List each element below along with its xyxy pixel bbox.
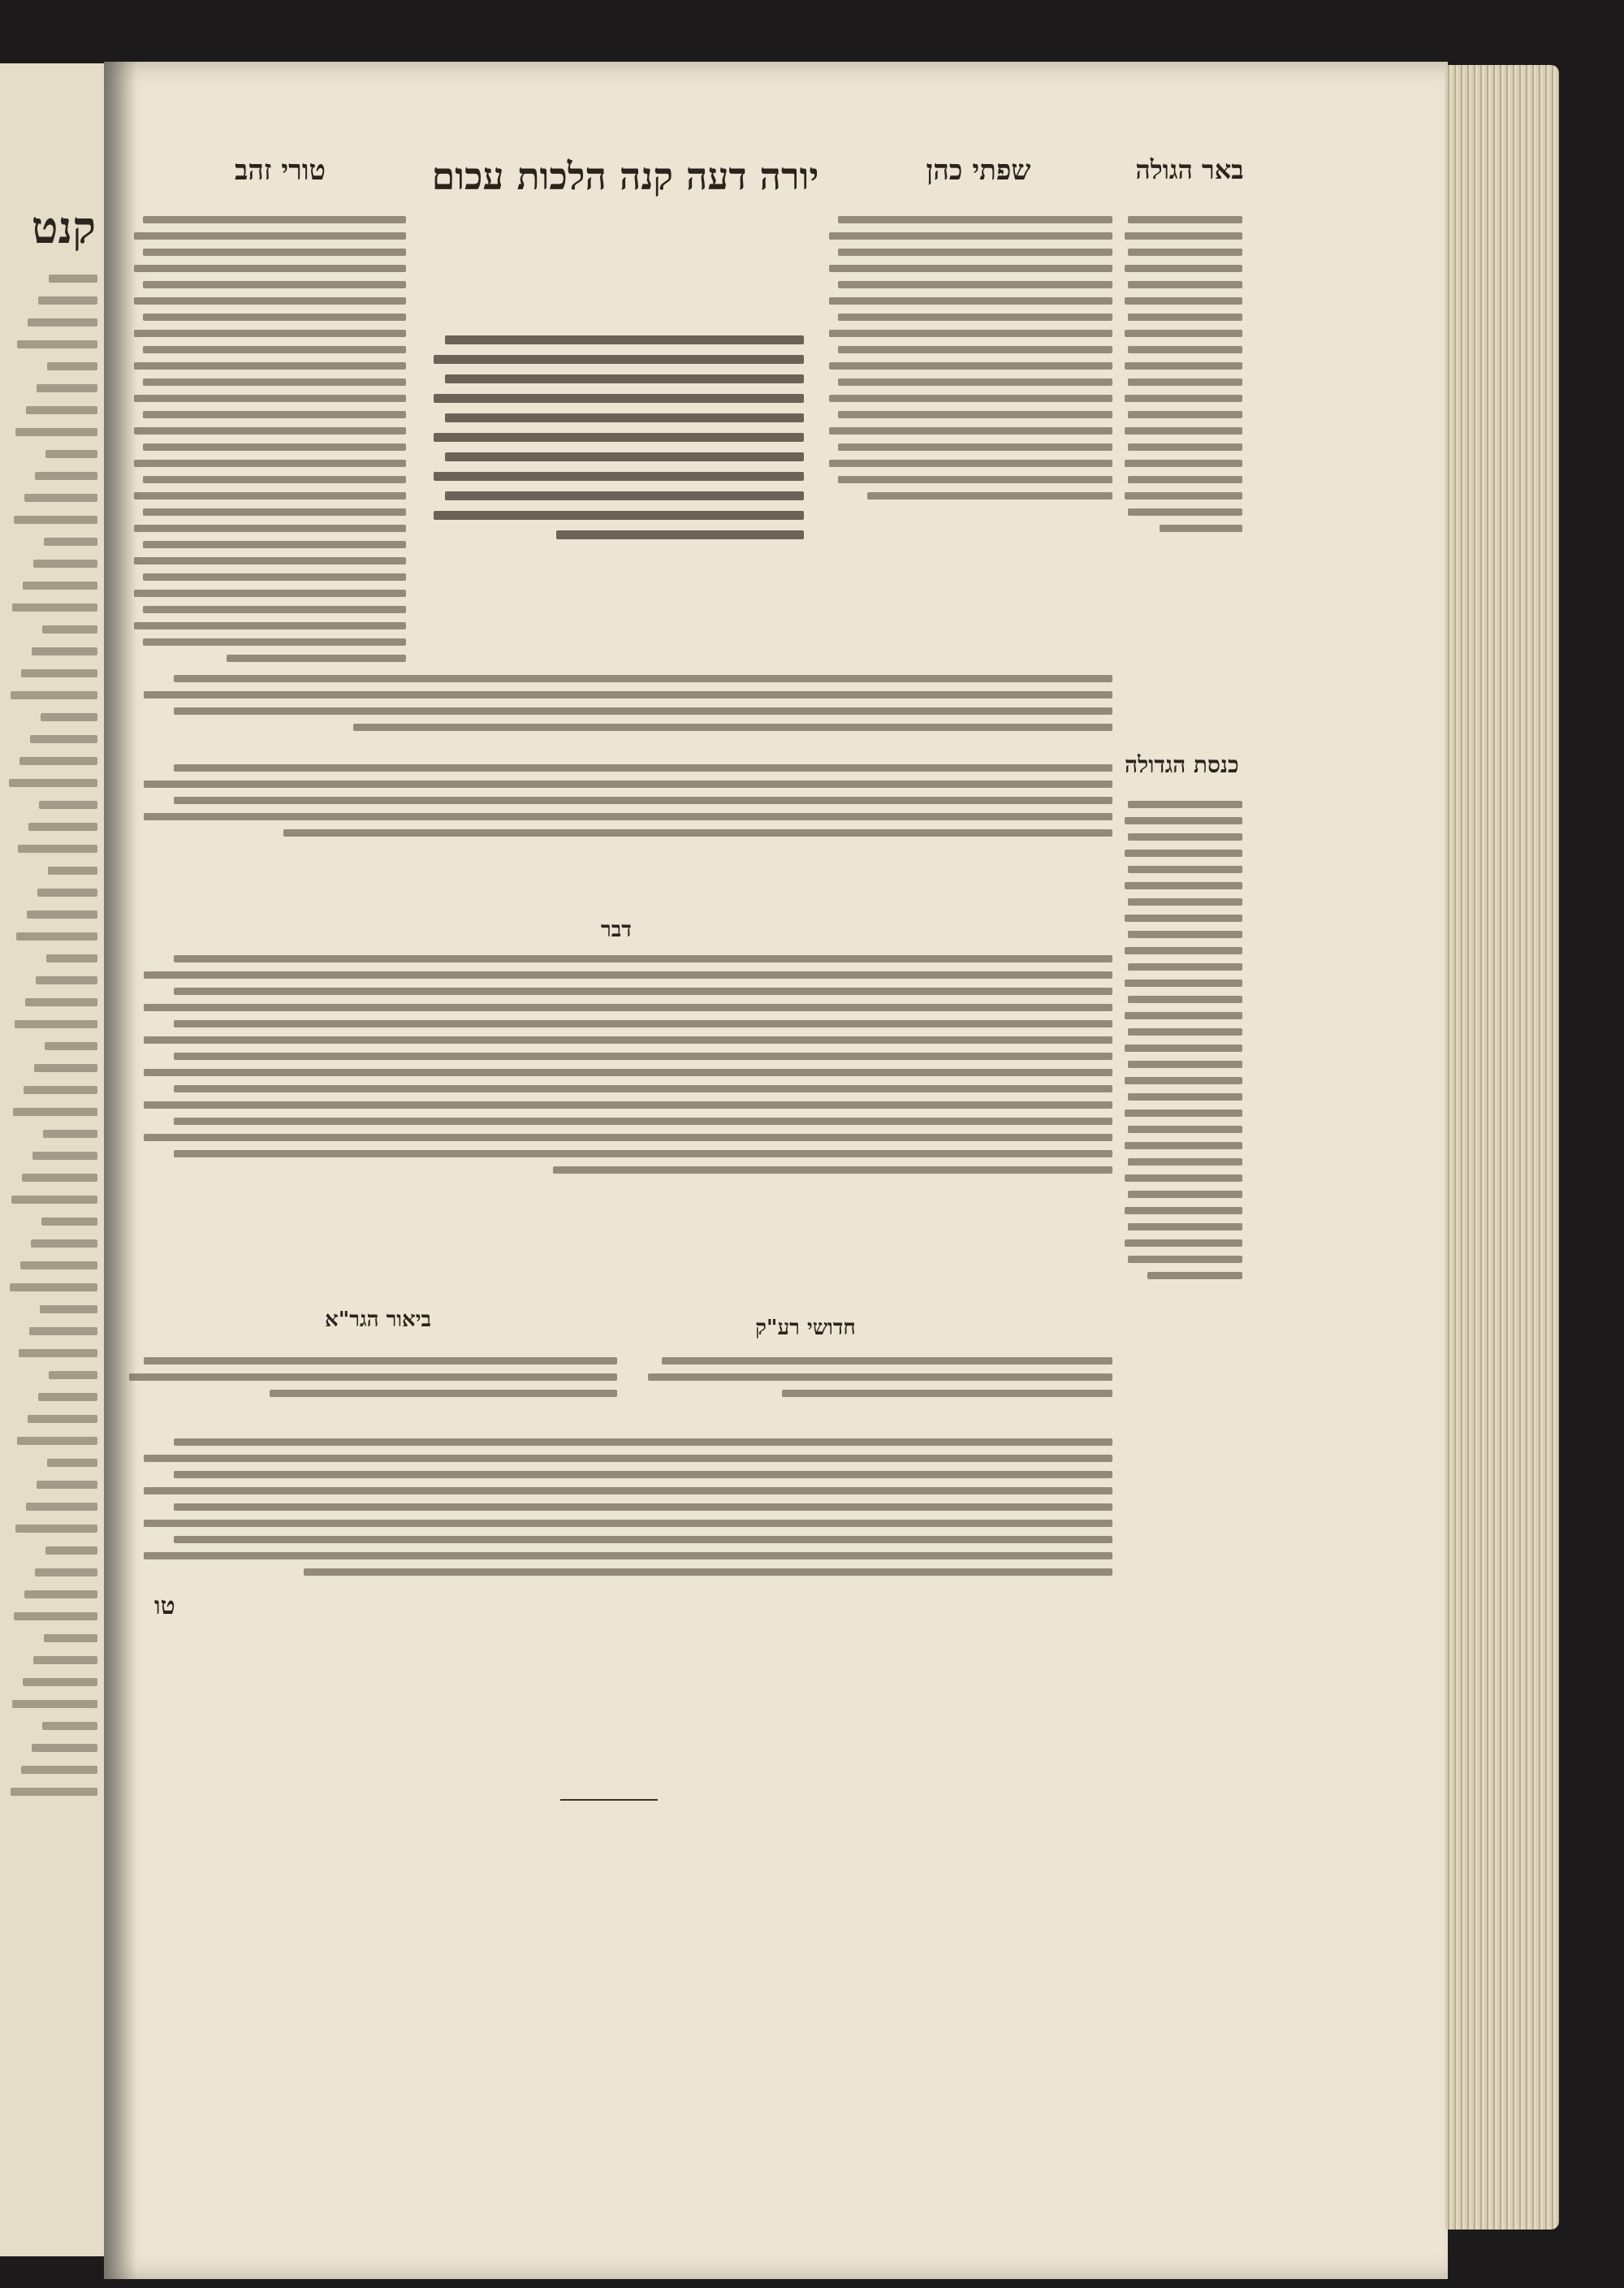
text-line <box>1128 1223 1242 1231</box>
text-line <box>1125 427 1243 435</box>
facing-page-text-line <box>32 1152 97 1160</box>
main-text-label: דבר <box>601 918 632 942</box>
text-line <box>1128 411 1242 418</box>
text-line <box>556 530 805 539</box>
text-line <box>144 971 1112 979</box>
facing-page-text-line <box>45 450 97 458</box>
facing-page-text-line <box>21 669 97 677</box>
facing-page-text-line <box>36 976 97 984</box>
facing-page-text-line <box>22 1174 97 1182</box>
facing-page-text-line <box>28 318 97 327</box>
facing-page-text-line <box>18 845 97 853</box>
text-line <box>1125 492 1243 500</box>
text-line <box>1128 1191 1242 1198</box>
text-line <box>283 829 1112 837</box>
facing-page-text-line <box>19 757 97 765</box>
text-line <box>134 492 406 500</box>
commentary-lower <box>114 755 1112 877</box>
text-line <box>143 638 406 646</box>
text-line <box>434 433 804 442</box>
text-line <box>144 1101 1112 1109</box>
facing-page-text-line <box>39 801 97 809</box>
notes-wide <box>114 1429 1112 1649</box>
text-line <box>134 232 406 240</box>
text-line <box>1160 525 1242 532</box>
facing-page-text-line <box>14 516 97 524</box>
facing-page-text-line <box>26 1503 97 1511</box>
facing-page-text-line <box>34 1064 97 1072</box>
facing-page-text-line <box>49 1371 97 1379</box>
facing-page-text-line <box>12 1700 97 1708</box>
text-line <box>829 232 1112 240</box>
text-line <box>1128 963 1242 971</box>
facing-page-text-line <box>32 1744 97 1752</box>
facing-page-text-line <box>44 538 97 546</box>
text-line <box>270 1390 617 1397</box>
text-line <box>144 1134 1112 1141</box>
text-line <box>1125 1012 1243 1019</box>
text-line <box>144 1552 1112 1559</box>
facing-page-text-line <box>41 1218 97 1226</box>
facing-page-text-line <box>20 1261 97 1269</box>
text-line <box>143 281 406 288</box>
text-line <box>1125 1077 1243 1084</box>
text-line <box>144 1520 1112 1527</box>
text-line <box>1128 216 1242 223</box>
text-line <box>174 955 1112 962</box>
text-line <box>829 427 1112 435</box>
text-line <box>174 675 1112 682</box>
text-line <box>143 411 406 418</box>
text-line <box>144 781 1112 788</box>
text-line <box>174 1471 1112 1478</box>
facing-page-text-line <box>17 340 97 348</box>
text-line <box>1128 1126 1242 1133</box>
text-line <box>174 1150 1112 1157</box>
facing-page-text-line <box>29 1327 97 1335</box>
text-line <box>304 1568 1112 1576</box>
text-line <box>838 314 1112 321</box>
text-line <box>134 590 406 597</box>
text-line <box>829 395 1112 402</box>
facing-page-text-line <box>35 1568 97 1577</box>
text-line <box>553 1166 1112 1174</box>
text-line <box>1125 330 1243 337</box>
folio-mark: טו <box>154 1592 175 1620</box>
text-line <box>1128 443 1242 451</box>
text-line <box>174 1020 1112 1027</box>
text-line <box>144 813 1112 820</box>
text-line <box>838 216 1112 223</box>
knesset-hagedolah-title: כנסת הגדולה <box>1125 751 1239 778</box>
header-taz: טורי זהב <box>234 154 326 187</box>
text-line <box>434 511 804 520</box>
facing-page-text-line <box>43 1130 97 1138</box>
facing-page-text-line <box>37 1481 97 1489</box>
text-line <box>143 606 406 613</box>
facing-page <box>0 63 106 2256</box>
text-line <box>174 797 1112 804</box>
text-line <box>1128 249 1242 256</box>
facing-page-text-line <box>10 1283 97 1291</box>
facing-page-text-line <box>25 998 97 1006</box>
beer-hagolah-column <box>1121 207 1242 711</box>
text-line <box>829 330 1112 337</box>
knesset-hagedolah-column <box>1121 792 1242 1547</box>
header-shach: שפתי כהן <box>926 154 1031 187</box>
text-line <box>1125 232 1243 240</box>
facing-page-text-line <box>33 560 97 568</box>
facing-page-text-line <box>28 823 97 831</box>
text-line <box>1125 1239 1243 1247</box>
chiddushei-raak-column <box>633 1348 1112 1429</box>
text-line <box>1128 508 1242 516</box>
facing-page-text-line <box>46 954 97 962</box>
text-line <box>1125 1174 1243 1182</box>
facing-page-text-line <box>15 428 97 436</box>
text-line <box>144 1357 617 1365</box>
taz-commentary-wide <box>114 946 1112 1295</box>
text-line <box>143 249 406 256</box>
text-line <box>1128 996 1242 1003</box>
text-line <box>143 573 406 581</box>
chiddushei-raak-title: חדושי רע"ק <box>755 1316 856 1340</box>
text-line <box>143 378 406 386</box>
text-line <box>1125 850 1243 857</box>
text-line <box>445 452 804 461</box>
text-line <box>1128 476 1242 483</box>
text-line <box>174 1536 1112 1543</box>
text-line <box>838 346 1112 353</box>
facing-page-header: קנט <box>31 201 96 253</box>
text-line <box>1125 362 1243 370</box>
text-line <box>144 1069 1112 1076</box>
facing-page-text-line <box>13 1108 97 1116</box>
main-text-continued <box>114 666 1112 755</box>
text-line <box>174 1438 1112 1446</box>
text-line <box>144 1036 1112 1044</box>
text-line <box>174 1503 1112 1511</box>
facing-page-text-line <box>28 1415 97 1423</box>
facing-page-text-line <box>21 1766 97 1774</box>
facing-page-text-line <box>24 1086 97 1094</box>
text-line <box>174 1085 1112 1092</box>
facing-page-text-line <box>40 1305 97 1313</box>
text-line <box>134 297 406 305</box>
text-line <box>1125 1207 1243 1214</box>
text-line <box>1125 265 1243 272</box>
text-line <box>143 346 406 353</box>
text-line <box>1125 817 1243 824</box>
text-line <box>144 1487 1112 1494</box>
text-line <box>445 491 804 500</box>
text-line <box>1125 915 1243 922</box>
text-line <box>174 988 1112 995</box>
text-line <box>134 460 406 467</box>
text-line <box>434 355 804 364</box>
text-line <box>445 413 804 422</box>
text-line <box>1128 346 1242 353</box>
text-line <box>1128 801 1242 808</box>
text-line <box>134 265 406 272</box>
facing-page-text-line <box>12 603 97 612</box>
text-line <box>134 427 406 435</box>
facing-page-text-line <box>44 1634 97 1642</box>
facing-page-text-line <box>11 691 97 699</box>
text-line <box>129 1373 617 1381</box>
text-line <box>144 691 1112 699</box>
text-line <box>782 1390 1112 1397</box>
facing-page-text-line <box>30 735 97 743</box>
facing-page-text-line <box>23 1678 97 1686</box>
text-line <box>1125 947 1243 954</box>
facing-page-text-line <box>48 867 97 875</box>
text-line <box>1128 898 1242 906</box>
text-line <box>1128 1061 1242 1068</box>
facing-page-text-line <box>32 647 97 655</box>
page-title: יורה דעה קנה הלכות עכום <box>431 154 819 198</box>
text-line <box>134 330 406 337</box>
biur-hagra-title: ביאור הגר"א <box>325 1308 432 1332</box>
text-line <box>1125 297 1243 305</box>
text-line <box>134 622 406 629</box>
text-line <box>648 1373 1112 1381</box>
facing-page-text-line <box>17 1437 97 1445</box>
facing-page-text-line <box>15 1020 97 1028</box>
text-line <box>227 655 406 662</box>
text-line <box>829 362 1112 370</box>
text-line <box>143 443 406 451</box>
facing-page-text-line <box>49 275 97 283</box>
text-line <box>174 1053 1112 1060</box>
text-line <box>1125 980 1243 987</box>
facing-page-text-line <box>37 384 97 392</box>
facing-page-text-line <box>45 1042 97 1050</box>
text-line <box>829 297 1112 305</box>
text-line <box>445 374 804 383</box>
text-line <box>662 1357 1112 1365</box>
main-text-shulchan-aruch <box>422 325 804 666</box>
facing-page-text-line <box>31 1239 97 1248</box>
facing-page-text-line <box>11 1196 97 1204</box>
text-line <box>174 707 1112 715</box>
biur-hagra-column <box>114 1348 617 1421</box>
text-line <box>174 764 1112 772</box>
text-line <box>838 443 1112 451</box>
facing-page-text-line <box>37 889 97 897</box>
facing-page-text-line <box>24 1590 97 1598</box>
text-line <box>829 460 1112 467</box>
text-line <box>1125 1109 1243 1117</box>
text-line <box>1128 1256 1242 1263</box>
text-line <box>838 249 1112 256</box>
text-line <box>838 411 1112 418</box>
text-line <box>1128 378 1242 386</box>
text-line <box>1125 395 1243 402</box>
text-line <box>434 472 804 481</box>
facing-page-text-line <box>26 406 97 414</box>
facing-page-text-line <box>14 1612 97 1620</box>
facing-page-text-line <box>24 494 97 502</box>
text-line <box>1125 1045 1243 1052</box>
text-line <box>838 378 1112 386</box>
text-line <box>1128 1093 1242 1101</box>
facing-page-text-line <box>11 1788 97 1796</box>
text-line <box>143 476 406 483</box>
text-line <box>353 724 1112 731</box>
facing-page-text-line <box>33 1656 97 1664</box>
text-line <box>143 216 406 223</box>
text-line <box>445 335 804 344</box>
facing-page-text-line <box>19 1349 97 1357</box>
text-line <box>1128 281 1242 288</box>
facing-page-text-line <box>47 1459 97 1467</box>
facing-page-text-line <box>42 1722 97 1730</box>
text-line <box>867 492 1112 500</box>
page-edges <box>1445 65 1559 2230</box>
text-line <box>838 476 1112 483</box>
text-line <box>134 525 406 532</box>
text-line <box>143 508 406 516</box>
facing-page-text-line <box>42 625 97 634</box>
facing-page-text-line <box>45 1546 97 1555</box>
facing-page-text-line <box>9 779 97 787</box>
text-line <box>1147 1272 1242 1279</box>
text-line <box>134 395 406 402</box>
facing-page-text-line <box>41 713 97 721</box>
shach-column <box>820 207 1112 662</box>
text-line <box>143 541 406 548</box>
header-beer-hagolah: באר הגולה <box>1135 154 1244 185</box>
text-line <box>1128 314 1242 321</box>
text-line <box>1125 882 1243 889</box>
text-line <box>1128 1028 1242 1036</box>
facing-page-text-line <box>16 932 97 941</box>
text-line <box>1128 1158 1242 1166</box>
facing-page-text-line <box>23 582 97 590</box>
text-line <box>174 1118 1112 1125</box>
text-line <box>134 362 406 370</box>
text-line <box>829 265 1112 272</box>
text-line <box>1128 931 1242 938</box>
facing-page-text-line <box>27 910 97 919</box>
text-line <box>1128 833 1242 841</box>
text-line <box>1125 460 1243 467</box>
text-line <box>1125 1142 1243 1149</box>
text-line <box>144 1004 1112 1011</box>
facing-page-text-line <box>35 472 97 480</box>
text-line <box>143 314 406 321</box>
facing-page-text-line <box>38 296 97 305</box>
footer-rule <box>560 1799 658 1801</box>
text-line <box>134 557 406 564</box>
facing-page-text-line <box>47 362 97 370</box>
facing-page-text-line <box>38 1393 97 1401</box>
text-line <box>144 1455 1112 1462</box>
text-line <box>1128 866 1242 873</box>
text-line <box>838 281 1112 288</box>
facing-page-text-line <box>15 1525 97 1533</box>
text-line <box>434 394 804 403</box>
